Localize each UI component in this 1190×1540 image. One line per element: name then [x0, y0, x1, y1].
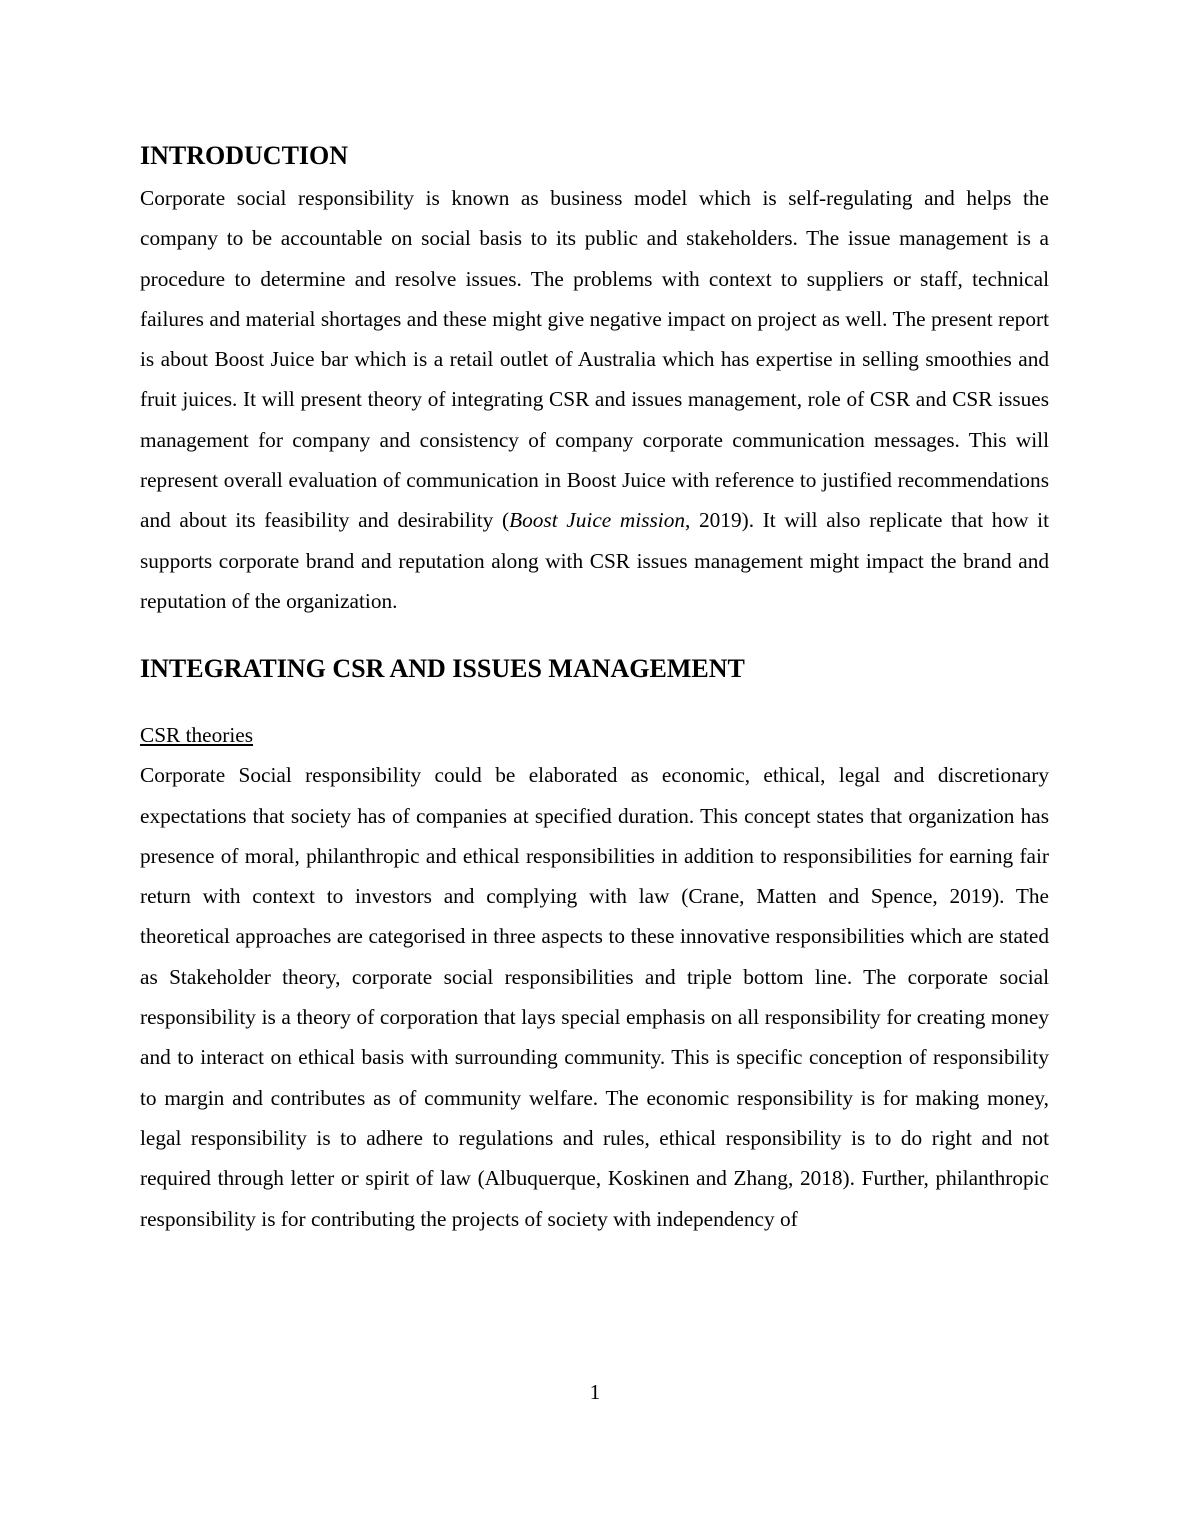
integrating-csr-heading: INTEGRATING CSR AND ISSUES MANAGEMENT	[140, 654, 745, 684]
csr-theories-paragraph: Corporate Social responsibility could be elaborated as economic, ethical, legal and discretionary expectations that society has of companies at specified duration. This concept states that organization has presence of moral, philanthropic and ethical responsibilities in addition to responsibilities for earning fair return with context to investors and complying with law (Crane, Matten and Spence, 2019). The theoretical approaches are categorised in three aspects to these innovative responsibilities which are stated as Stakeholder theory, corporate social responsibilities and triple bottom line. The corporate social responsibility is a theory of corporation that lays special emphasis on all responsibility for creating money and to interact on ethical basis with surrounding community. This is specific conception of responsibility to margin and contributes as of community welfare. The economic responsibility is for making money, legal responsibility is to adhere to regulations and rules, ethical responsibility is to do right and not required through letter or spirit of law (Albuquerque, Koskinen and Zhang, 2018). Further, philanthropic responsibility is for contributing the projects of society with independency of	[140, 763, 1049, 1231]
page-number: 1	[589, 1380, 601, 1404]
introduction-text-part-2: , 2019). It will also replicate that how it supports corporate brand and reputation along with CSR issues management might impact the brand and reputation of the organization.	[140, 508, 1049, 613]
csr-theories-subheading: CSR theories	[140, 723, 253, 748]
introduction-citation-italic: Boost Juice mission	[509, 508, 685, 533]
page-content	[140, 134, 1049, 1239]
introduction-text-part-1: Corporate social responsibility is known as business model which is self-regulating and helps the company to be accountable on social basis to its public and stakeholders. The issue management is a procedure to determine and resolve issues. The problems with context to suppliers or staff, technical failures and material shortages and these might give negative impact on project as well. The present report is about Boost Juice bar which is a retail outlet of Australia which has expertise in selling smoothies and fruit juices. It will present theory of integrating CSR and issues management, role of CSR and CSR issues management for company and consistency of company corporate communication messages. This will represent overall evaluation of communication in Boost Juice with reference to justified recommendations and about its feasibility and desirability (	[140, 186, 1049, 533]
introduction-heading: INTRODUCTION	[140, 141, 349, 170]
introduction-paragraph	[140, 178, 1049, 621]
